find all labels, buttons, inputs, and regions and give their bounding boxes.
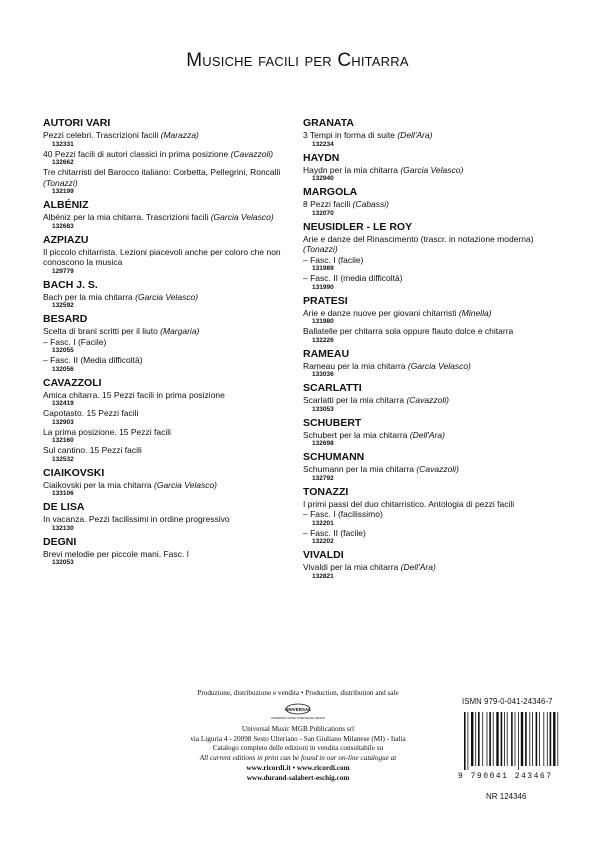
- catalogue-code: 132160: [52, 437, 74, 444]
- composer-heading: BACH J. S.: [43, 278, 98, 291]
- entry-text: La prima posizione. 15 Pezzi facili: [43, 426, 172, 437]
- entry-text: – Fasc. II (media difficoltà): [303, 273, 403, 283]
- barcode-bar: [496, 712, 498, 766]
- composer-heading: ALBÉNIZ: [43, 199, 89, 211]
- entry-title: [303, 528, 565, 539]
- barcode-bar: [511, 712, 513, 766]
- entry-text: Schumann per la mia chitarra: [303, 464, 417, 474]
- barcode-bar: [525, 712, 527, 766]
- entry-arranger: (Cavazzoli): [416, 464, 459, 474]
- entry-arranger: (Garcia Velasco): [210, 212, 274, 222]
- entry-text: Ballatelle per chitarra sola oppure flauto dolce e chitarra: [303, 326, 514, 336]
- entry-title: [43, 337, 305, 348]
- entry-arranger: (Garcia Velasco): [135, 291, 199, 302]
- entry-title: [43, 292, 305, 303]
- catalogue-code: 132683: [52, 222, 74, 230]
- catalogue-code: 132698: [312, 440, 334, 447]
- logo-top-text: UNIVERSAL: [284, 706, 312, 712]
- page-title: Musiche facili per Chitarra: [186, 50, 409, 71]
- right-column: [303, 117, 565, 581]
- catalogue-code: 132056: [52, 365, 74, 373]
- catalogue-code: 132940: [312, 175, 334, 182]
- entry-text: – Fasc. I (facilissimo): [303, 509, 383, 519]
- catalogue-code: 132331: [52, 140, 74, 148]
- composer-heading: VIVALDI: [303, 549, 344, 561]
- composer-heading: MARGOLA: [303, 186, 358, 198]
- barcode-bar: [547, 712, 548, 766]
- barcode-bar: [493, 712, 494, 766]
- composer-heading: NEUSIDLER - LE ROY: [303, 220, 413, 233]
- entry-text: – Fasc. II (Media difficoltà): [43, 355, 143, 365]
- url-ricordi-it[interactable]: www.ricordi.it: [246, 763, 291, 772]
- production-line: Produzione, distribuzione e vendita • Production, distribution and sale: [197, 689, 399, 697]
- catalogue-code: 129779: [52, 267, 74, 275]
- barcode-bar: [489, 712, 491, 766]
- entry-text: 8 Pezzi facili: [303, 199, 353, 209]
- barcode-bar: [507, 712, 508, 766]
- entry-arranger: (Garcia Velasco): [154, 479, 217, 490]
- composer-heading: SCARLATTI: [303, 382, 362, 394]
- catalogue-en: All current editions in print can be found in our on-line catalogue at: [199, 754, 397, 763]
- catalogue-code: 132903: [52, 418, 74, 426]
- catalogue-code: 132821: [312, 572, 334, 580]
- left-column: [43, 117, 305, 567]
- composer-heading: AZPIAZU: [43, 233, 89, 246]
- barcode-bar: [550, 712, 552, 766]
- entry-text: 40 Pezzi facili di autori classici in prima posizione: [43, 148, 231, 159]
- catalogue-code: 132532: [52, 455, 74, 463]
- entry-title: [43, 480, 305, 491]
- entry-title: [303, 165, 565, 176]
- entry-arranger: (Tonazzi): [43, 177, 78, 188]
- entry-arranger: (Minella): [458, 307, 492, 318]
- entry-text: Scarlatti per la mia chitarra: [303, 395, 407, 405]
- entry-arranger: (Cavazzoli): [406, 395, 449, 405]
- entry-text: Capotasto. 15 Pezzi facili: [43, 408, 139, 418]
- entry-title: [43, 355, 305, 366]
- entry-arranger: (Cavazzoli): [230, 148, 274, 159]
- entry-text: Haydn per la mia chitarra: [303, 164, 401, 175]
- entry-text: Albéniz per la mia chitarra. Trascrizioni facili: [43, 212, 211, 222]
- barcode-bar: [529, 712, 530, 766]
- entry-title: [43, 445, 305, 456]
- catalogue-number: NR 124346: [486, 792, 527, 801]
- url-separator: •: [292, 763, 296, 772]
- entry-title: [303, 255, 565, 266]
- barcode-bar: [501, 712, 503, 766]
- entry-title: [303, 509, 565, 520]
- entry-text: Schubert per la mia chitarra: [303, 429, 410, 440]
- entry-title: [303, 199, 565, 210]
- publisher-address: via Liguria 4 - 20098 Sesto Ulteriano - San Giuliano Milanese (MI) - Italia: [190, 734, 406, 743]
- entry-title: [303, 273, 565, 284]
- entry-text: – Fasc. I (Facile): [43, 336, 107, 347]
- logo-bottom-text: UNIVERSAL MUSIC PUBLISHING GROUP: [270, 715, 326, 720]
- entry-text: Arie e danze del Rinascimento (trascr. in notazione moderna): [303, 233, 534, 244]
- publisher-name: Universal Music MGB Publications srl: [241, 724, 355, 733]
- barcode-icon: [462, 712, 562, 770]
- catalogue-code: 132419: [52, 400, 74, 407]
- barcode-bar: [475, 712, 476, 766]
- entry-title: [43, 212, 305, 223]
- composer-heading: DE LISA: [43, 501, 85, 513]
- entry-text: – Fasc. I (facile): [303, 254, 364, 265]
- catalogue-code: 132202: [312, 538, 334, 545]
- barcode-bar: [518, 712, 519, 770]
- entry-title: [303, 361, 565, 372]
- composer-heading: CAVAZZOLI: [43, 376, 102, 389]
- entry-title: [303, 430, 565, 441]
- catalogue-code: 133053: [312, 405, 334, 413]
- entry-title: [303, 562, 565, 573]
- universal-logo-icon: [268, 701, 328, 723]
- entry-arranger: (Garcia Velasco): [400, 164, 464, 175]
- entry-arranger: (Dell'Ara): [397, 130, 433, 140]
- entry-title: [303, 464, 565, 475]
- barcode-bar: [487, 712, 488, 766]
- catalogue-code: 132053: [52, 559, 74, 566]
- entry-text: In vacanza. Pezzi facilissimi in ordine progressivo: [43, 514, 230, 524]
- composer-heading: BESARD: [43, 313, 88, 325]
- entry-title: [303, 130, 565, 141]
- entry-arranger: (Dell'Ara): [409, 429, 445, 440]
- entry-text: Il piccolo chitarrista. Lezioni piacevoli anche per coloro che non conoscono la musica: [43, 246, 281, 267]
- entry-arranger: (Garcia Velasco): [407, 360, 471, 371]
- entry-title: [43, 247, 305, 268]
- entry-title: [303, 308, 565, 319]
- entry-text: Rameau per la mia chitarra: [303, 360, 408, 371]
- barcode-bar: [504, 712, 505, 766]
- barcode-bar: [482, 712, 483, 766]
- entry-text: Brevi melodie per piccole mani. Fasc. I: [43, 548, 189, 559]
- entry-text: Tre chitarristi del Barocco italiano: Corbetta, Pellegrini, Roncalli: [43, 167, 281, 177]
- entry-arranger: (Cabassi): [352, 199, 389, 209]
- catalogue-code: 132792: [312, 474, 334, 482]
- url-ricordi-com[interactable]: www.ricordi.com: [296, 763, 350, 772]
- entry-title: [303, 234, 565, 255]
- entry-title: [43, 390, 305, 401]
- catalogue-code: 132201: [312, 519, 334, 527]
- entry-arranger: (Dell'Ara): [400, 562, 436, 572]
- composer-heading: GRANATA: [303, 117, 354, 129]
- entry-arranger: (Marazza): [160, 130, 199, 140]
- composer-heading: CIAIKOVSKI: [43, 466, 105, 479]
- composer-heading: SCHUBERT: [303, 416, 362, 429]
- barcode-bar: [539, 712, 540, 766]
- entry-title: [43, 326, 305, 337]
- catalogue-code: 133036: [312, 371, 334, 378]
- entry-title: [43, 514, 305, 525]
- url-line: [150, 764, 446, 774]
- barcode-bar: [521, 712, 523, 766]
- catalogue-code: 132130: [52, 524, 74, 532]
- catalogue-code: 132662: [52, 159, 74, 166]
- barcode-bar: [532, 712, 533, 766]
- entry-title: [43, 427, 305, 438]
- entry-title: [43, 167, 305, 188]
- catalogue-code: 132070: [312, 209, 334, 217]
- publisher-footer: [150, 689, 446, 784]
- barcode-bar: [557, 712, 558, 766]
- barcode-bar: [515, 712, 516, 766]
- catalogue-code: 131989: [312, 265, 334, 272]
- entry-text: – Fasc. II (facile): [303, 527, 366, 538]
- entry-title: [303, 326, 565, 337]
- catalogue-code: 133106: [52, 490, 74, 497]
- url-durand[interactable]: www.durand-salabert-eschig.com: [246, 773, 350, 782]
- entry-text: Amica chitarra. 15 Pezzi facili in prima posizione: [43, 389, 225, 400]
- entry-title: [43, 549, 305, 560]
- catalogue-it: Catalogo completo delle edizioni in vendita consultabile su: [212, 744, 384, 753]
- entry-text: Arie e danze nuove per giovani chitarristi: [303, 307, 459, 318]
- barcode-digits: 9 790041 243467: [458, 772, 553, 781]
- entry-text: Bach per la mia chitarra: [43, 291, 136, 302]
- ismn-label: ISMN 979-0-041-24346-7: [462, 697, 553, 706]
- barcode-bar: [478, 712, 480, 766]
- composer-heading: TONAZZI: [303, 485, 349, 498]
- composer-heading: AUTORI VARI: [43, 117, 111, 129]
- composer-heading: HAYDN: [303, 151, 340, 164]
- barcode-bar: [468, 712, 469, 770]
- entry-text: Pezzi celebri. Trascrizioni facili: [43, 130, 161, 140]
- composer-heading: SCHUMANN: [303, 451, 365, 463]
- barcode-bar: [543, 712, 544, 766]
- catalogue-code: 131980: [312, 318, 334, 325]
- entry-text: Sul cantino. 15 Pezzi facili: [43, 445, 142, 455]
- barcode-bar: [553, 712, 555, 766]
- catalogue-code: 132199: [52, 188, 74, 195]
- catalogue-code: 132226: [312, 336, 334, 344]
- entry-text: Ciaikovski per la mia chitarra: [43, 479, 155, 490]
- entry-text: Scelta di brani scritti per il liuto: [43, 326, 161, 336]
- barcode-bar: [536, 712, 538, 766]
- entry-title: [43, 408, 305, 419]
- catalogue-code: 132592: [52, 302, 74, 309]
- entry-title: [303, 395, 565, 406]
- composer-heading: DEGNI: [43, 535, 77, 548]
- entry-title: [43, 149, 305, 160]
- composer-heading: RAMEAU: [303, 347, 350, 360]
- entry-text: Vivaldi per la mia chitarra: [303, 562, 401, 572]
- composer-heading: PRATESI: [303, 294, 348, 307]
- entry-text: 3 Tempi in forma di suite: [303, 130, 398, 140]
- catalogue-code: 131990: [312, 283, 334, 291]
- barcode-bar: [464, 712, 466, 770]
- catalogue-code: 132055: [52, 347, 74, 354]
- entry-arranger: (Margaria): [160, 326, 200, 336]
- entry-title: [303, 499, 565, 510]
- entry-text: I primi passi del duo chitarristico. Antologia di pezzi facili: [303, 498, 515, 509]
- barcode-bar: [471, 712, 473, 766]
- catalogue-code: 132234: [312, 140, 334, 148]
- entry-title: [43, 130, 305, 141]
- entry-arranger: (Tonazzi): [303, 244, 338, 254]
